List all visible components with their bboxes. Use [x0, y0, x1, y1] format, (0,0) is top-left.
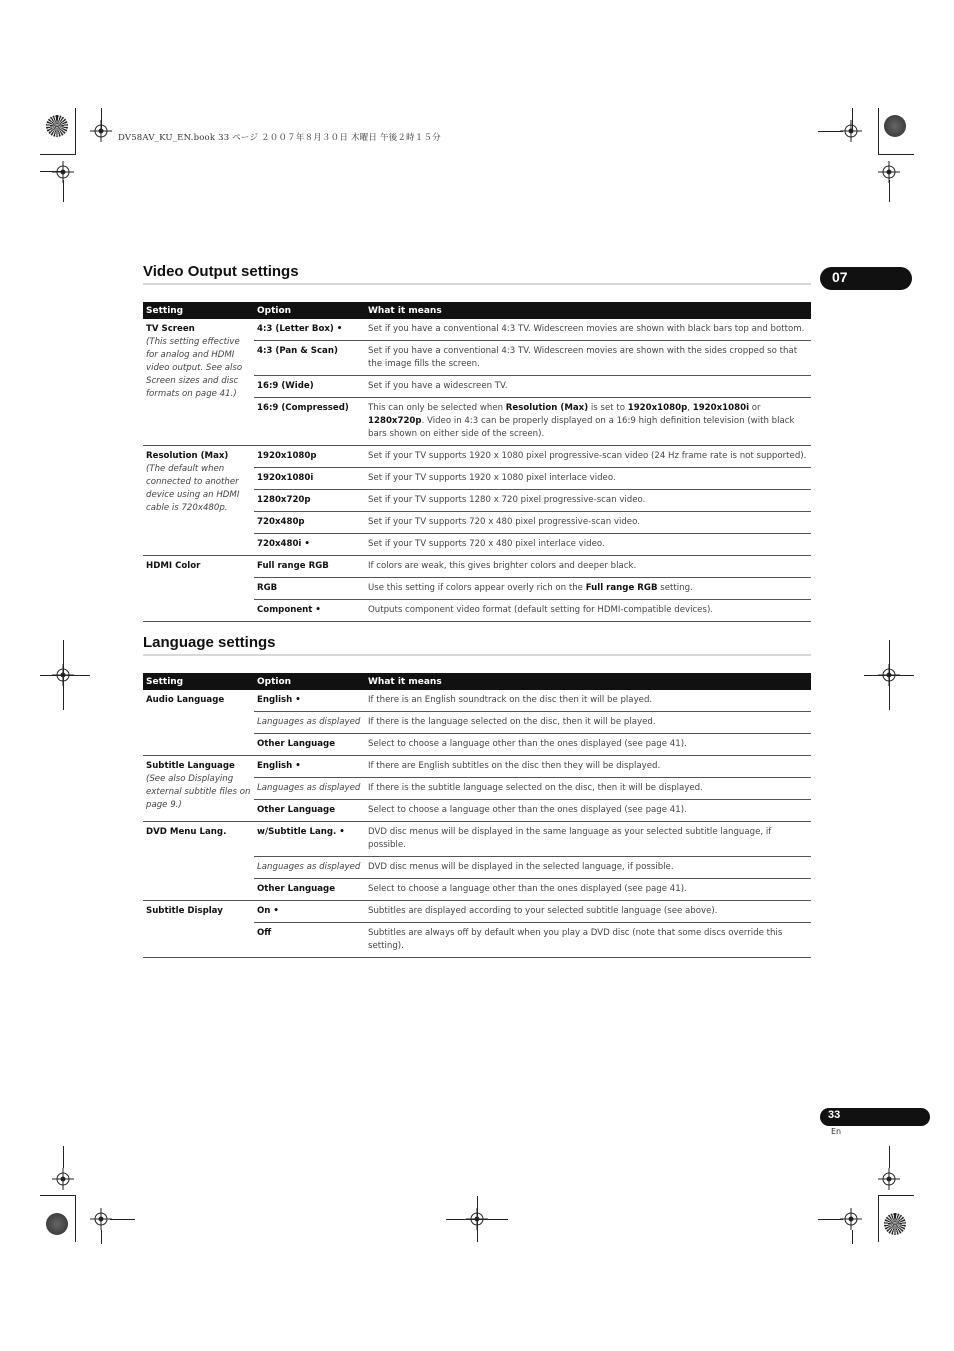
- table-row: [143, 556, 811, 578]
- option-meaning: [365, 398, 811, 446]
- setting-label: HDMI Color: [146, 561, 201, 571]
- registration-mark-icon: [840, 120, 862, 142]
- option-meaning: Select to choose a language other than the ones displayed (see page 41).: [365, 800, 811, 822]
- option-label: Other Language: [254, 879, 365, 901]
- crop-line: [889, 1146, 890, 1168]
- crop-line: [852, 1230, 853, 1244]
- option-label: 16:9 (Compressed): [254, 398, 365, 446]
- setting-note: (This setting effective for analog and HDMI video output. See also Screen sizes and disc formats on page 41.): [146, 337, 243, 399]
- option-meaning: DVD disc menus will be displayed in the same language as your selected subtitle language, if possible.: [365, 822, 811, 857]
- option-meaning: Select to choose a language other than the ones displayed (see page 41).: [365, 879, 811, 901]
- crop-line: [852, 108, 853, 133]
- header-setting: Setting: [143, 673, 254, 690]
- crop-line: [75, 108, 76, 155]
- table-row: [143, 446, 811, 468]
- option-meaning: Set if your TV supports 1920 x 1080 pixel interlace video.: [365, 468, 811, 490]
- setting-note: (See also Displaying external subtitle files on page 9.): [146, 774, 251, 810]
- option-label: 4:3 (Letter Box) •: [254, 319, 365, 341]
- option-label: 720x480p: [254, 512, 365, 534]
- page-number: 33: [828, 1109, 841, 1121]
- section-title-video-output: Video Output settings: [143, 263, 299, 280]
- option-label: Off: [254, 923, 365, 958]
- text-run-bold: 1920x1080p: [627, 403, 688, 413]
- setting-resolution: [143, 446, 254, 556]
- crop-line: [40, 675, 90, 676]
- registration-mark-icon: [878, 1168, 900, 1190]
- setting-subtitle-display: [143, 901, 254, 958]
- crop-line: [101, 108, 102, 133]
- video-output-table: [143, 302, 811, 622]
- setting-note: (The default when connected to another device using an HDMI cable is 720x480p.: [146, 464, 240, 513]
- setting-label: Subtitle Display: [146, 906, 223, 916]
- text-run: Use this setting if colors appear overly rich on the: [368, 583, 586, 593]
- option-meaning: If there is the language selected on the disc, then it will be played.: [365, 712, 811, 734]
- option-meaning: Set if you have a conventional 4:3 TV. Widescreen movies are shown with black bars top and bottom.: [365, 319, 811, 341]
- option-label: 1280x720p: [254, 490, 365, 512]
- option-label: RGB: [254, 578, 365, 600]
- option-label: Languages as displayed: [254, 712, 365, 734]
- table-row: [143, 319, 811, 341]
- text-run: . Video in 4:3 can be properly displayed on a 16:9 high definition television (with black bars shown on either side of the screen).: [368, 416, 795, 439]
- text-run-bold: 1280x720p: [368, 416, 422, 426]
- option-meaning: Set if you have a conventional 4:3 TV. Widescreen movies are shown with the sides cropped so that the image fills the screen.: [365, 341, 811, 376]
- setting-dvd-menu-lang: [143, 822, 254, 901]
- registration-mark-icon: [840, 1208, 862, 1230]
- option-meaning: Subtitles are displayed according to your selected subtitle language (see above).: [365, 901, 811, 923]
- option-meaning: Outputs component video format (default setting for HDMI-compatible devices).: [365, 600, 811, 622]
- option-meaning: Select to choose a language other than the ones displayed (see page 41).: [365, 734, 811, 756]
- text-run-bold: 1920x1080i: [692, 403, 750, 413]
- option-meaning: If there is an English soundtrack on the disc then it will be played.: [365, 690, 811, 712]
- table-row: [143, 690, 811, 712]
- option-label: Other Language: [254, 800, 365, 822]
- header-option: Option: [254, 673, 365, 690]
- registration-disc-icon: [884, 115, 906, 137]
- setting-label: Resolution (Max): [146, 451, 229, 461]
- option-label: 1920x1080p: [254, 446, 365, 468]
- crop-line: [818, 131, 843, 132]
- crop-line: [63, 1146, 64, 1168]
- crop-line: [878, 154, 914, 155]
- crop-line: [878, 1195, 879, 1242]
- section-rule: [143, 654, 811, 656]
- option-label: Languages as displayed: [254, 857, 365, 879]
- header-meaning: What it means: [365, 302, 811, 319]
- text-run: ,: [687, 403, 693, 413]
- option-meaning: If there is the subtitle language selected on the disc, then it will be displayed.: [365, 778, 811, 800]
- setting-label: DVD Menu Lang.: [146, 827, 227, 837]
- option-label: Other Language: [254, 734, 365, 756]
- option-label: Component •: [254, 600, 365, 622]
- option-meaning: Set if your TV supports 720 x 480 pixel interlace video.: [365, 534, 811, 556]
- crop-line: [110, 1219, 135, 1220]
- table-row: [143, 756, 811, 778]
- page-number-tab: [820, 1108, 930, 1126]
- registration-disc-icon: [46, 115, 68, 137]
- option-meaning: If there are English subtitles on the disc then they will be displayed.: [365, 756, 811, 778]
- crop-line: [40, 154, 76, 155]
- language-table: [143, 673, 811, 958]
- registration-disc-icon: [884, 1213, 906, 1235]
- crop-line: [63, 180, 64, 202]
- text-run: is set to: [588, 403, 628, 413]
- chapter-tab: [820, 267, 912, 290]
- crop-line: [477, 1196, 478, 1242]
- header-option: Option: [254, 302, 365, 319]
- section-title-language: Language settings: [143, 634, 276, 651]
- table-row: [143, 901, 811, 923]
- option-meaning: If colors are weak, this gives brighter colors and deeper black.: [365, 556, 811, 578]
- crop-line: [818, 1219, 843, 1220]
- option-label: Languages as displayed: [254, 778, 365, 800]
- setting-label: TV Screen: [146, 324, 195, 334]
- setting-tv-screen: [143, 319, 254, 446]
- registration-mark-icon: [90, 1208, 112, 1230]
- option-label: 16:9 (Wide): [254, 376, 365, 398]
- option-meaning: Set if you have a widescreen TV.: [365, 376, 811, 398]
- option-meaning: Set if your TV supports 1920 x 1080 pixel progressive-scan video (24 Hz frame rate is not supported).: [365, 446, 811, 468]
- setting-hdmi-color: [143, 556, 254, 622]
- option-meaning: Subtitles are always off by default when you play a DVD disc (note that some discs override this setting).: [365, 923, 811, 958]
- setting-subtitle-language: [143, 756, 254, 822]
- crop-line: [889, 180, 890, 202]
- option-label: English •: [254, 690, 365, 712]
- setting-label: Subtitle Language: [146, 761, 235, 771]
- option-meaning: [365, 578, 811, 600]
- text-run: or: [749, 403, 761, 413]
- text-run-bold: Resolution (Max): [505, 403, 589, 413]
- text-run-bold: Full range RGB: [585, 583, 658, 593]
- option-label: w/Subtitle Lang. •: [254, 822, 365, 857]
- registration-disc-icon: [46, 1213, 68, 1235]
- section-rule: [143, 283, 811, 285]
- option-label: 720x480i •: [254, 534, 365, 556]
- option-label: 4:3 (Pan & Scan): [254, 341, 365, 376]
- table-header-row: [143, 302, 811, 319]
- header-setting: Setting: [143, 302, 254, 319]
- header-meaning: What it means: [365, 673, 811, 690]
- table-row: [143, 822, 811, 857]
- option-label: On •: [254, 901, 365, 923]
- table-header-row: [143, 673, 811, 690]
- option-label: English •: [254, 756, 365, 778]
- page-language: En: [831, 1127, 842, 1136]
- crop-line: [40, 1195, 76, 1196]
- option-meaning: Set if your TV supports 720 x 480 pixel progressive-scan video.: [365, 512, 811, 534]
- setting-audio-language: [143, 690, 254, 756]
- crop-line: [878, 1195, 914, 1196]
- option-label: Full range RGB: [254, 556, 365, 578]
- option-meaning: Set if your TV supports 1280 x 720 pixel progressive-scan video.: [365, 490, 811, 512]
- print-header: DV58AV_KU_EN.book 33 ページ ２００７年８月３０日 木曜日 午後２時１５分: [118, 133, 441, 143]
- crop-line: [40, 171, 65, 172]
- option-meaning: DVD disc menus will be displayed in the selected language, if possible.: [365, 857, 811, 879]
- setting-label: Audio Language: [146, 695, 225, 705]
- option-label: 1920x1080i: [254, 468, 365, 490]
- crop-line: [101, 1230, 102, 1244]
- text-run: This can only be selected when: [368, 403, 506, 413]
- text-run: setting.: [657, 583, 693, 593]
- crop-line: [864, 675, 914, 676]
- registration-mark-icon: [52, 1168, 74, 1190]
- crop-line: [75, 1195, 76, 1242]
- crop-line: [878, 108, 879, 155]
- chapter-number: 07: [832, 269, 848, 285]
